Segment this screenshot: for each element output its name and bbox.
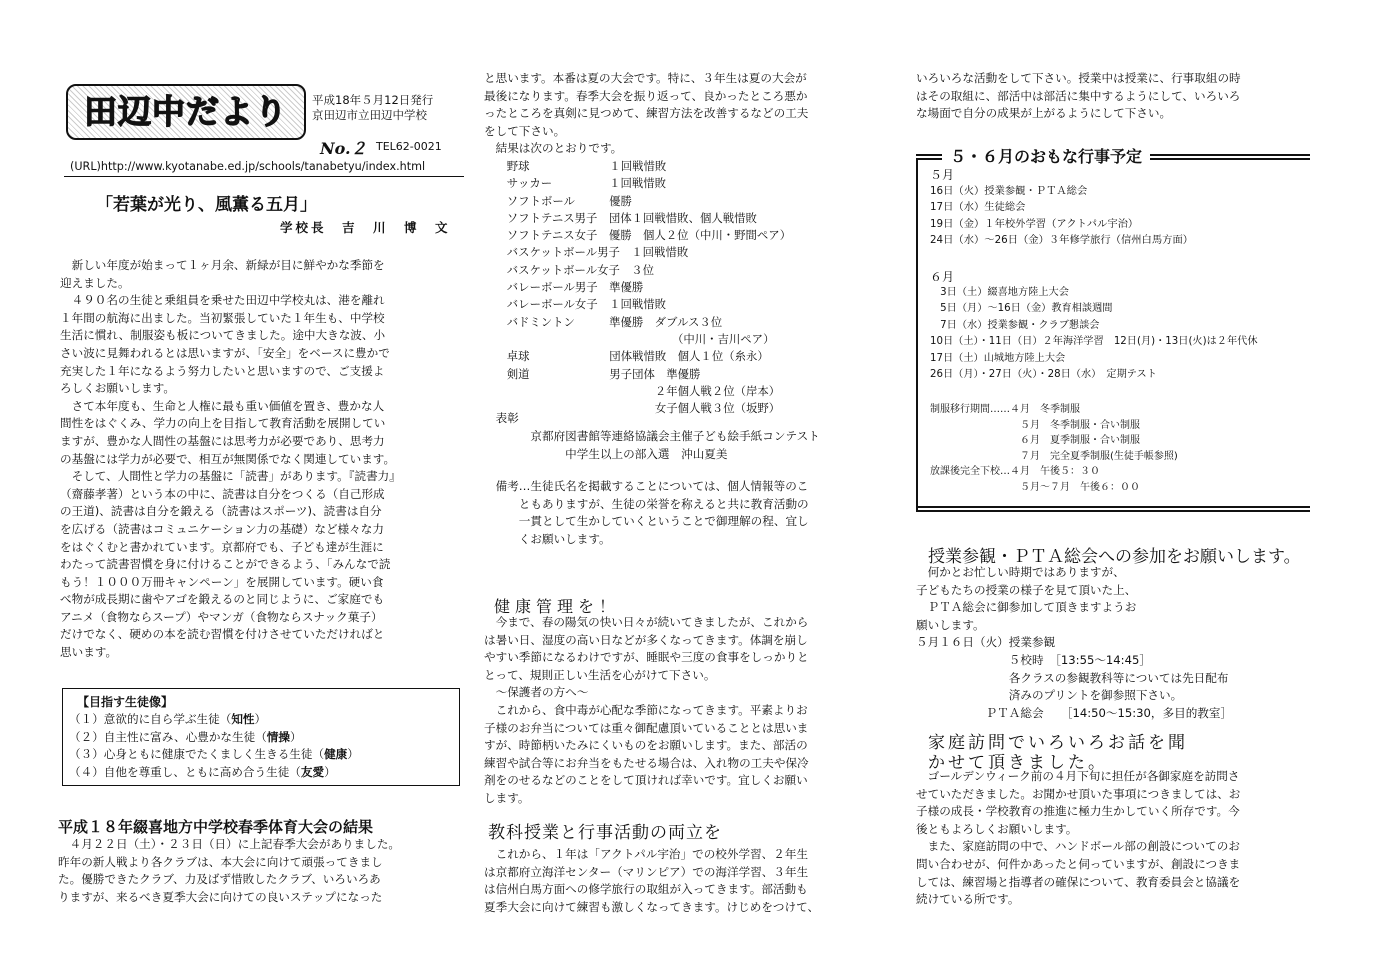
masthead-divider xyxy=(64,176,464,177)
goal-item: （２）自主性に富み、心豊かな生徒（情操） xyxy=(69,729,302,744)
award-detail: 京都府図書館等連絡協議会主催子ども絵手紙コンテスト 中学生以上の部入選 沖山夏美 xyxy=(530,429,820,461)
school-name: 京田辺市立田辺中学校 xyxy=(312,108,427,122)
telephone: TEL62-0021 xyxy=(376,140,442,153)
visit-title: 家庭訪問でいろいろお話を聞 かせて頂きました。 xyxy=(928,733,1188,773)
schedule-panel xyxy=(916,144,1310,512)
issue-info xyxy=(312,93,433,123)
sports-continued: と思います。本番は夏の大会です。特に、３年生は夏の大会が 最後になります。春季大会を振り返って、良かったところ悪か ったところを真剣に見つめて、練習方法を改善するなどの工夫 をして下さい。 結果は次のとおりです。 xyxy=(484,71,809,156)
health-body: 今まで、春の陽気の快い日々が続いてきましたが、これから は暑い日、湿度の高い日などが多くなってきます。体調を崩し やすい季節になるわけですが、睡眠や三度の食事をしっかりと とって、規則正しい生活を心がけて下さい。 ～保護者の方へ～ これから、食中毒が心配な季節になってきます。平素よりお 子様のお弁当については重々御配慮頂いていることとは思いま すが、時節柄いたみにくいものをお願いします。また、部活の 練習や試合等にお弁当をもたせる場合は、入れ物の工夫や保冷 剤をのせるなどのことをして頂ければ幸いです。宜しくお願い します。 xyxy=(484,615,809,805)
goal-item: （３）心身ともに健康でたくましく生きる生徒（健康） xyxy=(69,747,359,761)
sports-intro: ４月２２日（土）・２３日（日）に上記春季大会がありました。 昨年の新人戦より各クラブは、本大会に向けて頑張ってきまし た。優勝できたクラブ、力及ばず惜敗したクラブ、いろいろあ りますが、来るべき夏季大会に向けての良いステップになった xyxy=(58,837,401,904)
study-continued: いろいろな活動をして下さい。授業中は授業に、行事取組の時 はその取組に、部活中は部活に集中するようにして、いろいろ な場面で自分の成果が上がるようにして下さい。 xyxy=(916,71,1241,121)
pta-title: 授業参観・ＰＴＡ総会への参加をお願いします。 xyxy=(928,547,1301,567)
goals-list xyxy=(69,711,359,781)
june-events: 3日（土）綴喜地方陸上大会 5日（月）～16日（金）教育相談週間 7日（水）授業参観・クラブ懇談会 10日（土）・11日（日）２年海洋学習 12日(月)・13日(火)は２年代休 17日（土）山城地方陸上大会 26日（月）・27日（火）・28日（水） 定期テスト xyxy=(930,287,1258,381)
school-url[interactable]: (URL)http://www.kyotanabe.ed.jp/schools/tanabetyu/index.html xyxy=(70,160,426,173)
sports-title: 平成１８年綴喜地方中学校春季体育大会の結果 xyxy=(58,818,374,836)
principal-author: 学校長 吉 川 博 文 xyxy=(280,220,451,235)
privacy-note: 備考…生徒氏名を掲載することについては、個人情報等のこ ともありますが、生徒の栄誉を称えると共に教育活動の 一貫として生かしていくということで御理解の程、宜し くお願いします。 xyxy=(495,479,809,546)
study-title: 教科授業と行事活動の両立を xyxy=(488,823,722,843)
principal-title: 「若葉が光り、風薫る五月」 xyxy=(96,195,317,215)
pta-body: 何かとお忙しい時期ではありますが、 子どもたちの授業の様子を見て頂いた上、 ＰＴＡ総会に御参加して頂きますようお 願いします。 ５月１６日（火）授業参観 ５校時 ［13:55～14:45］ 各クラスの参観教科等については先日配布 済みのプリントを御参照下さい。 ＰＴＡ総会 ［14:50～15:30，多目的教室］ xyxy=(916,565,1233,720)
schedule-title: ５・６月のおもな行事予定 xyxy=(942,144,1150,167)
goal-item: （４）自他を尊重し、ともに高め合う生徒（友愛） xyxy=(69,764,336,779)
visit-body: ゴールデンウィーク前の４月下旬に担任が各御家庭を訪問さ せていただきました。お聞かせ頂いた事項につきましては、お 子様の成長・学校教育の推進に極力生かしていく所存です。今 後ともよろしくお願いします。 また、家庭訪問の中で、ハンドボール部の創設についてのお 問い合わせが、何件かあったと伺っていますが、創設につきま しては、練習場と指導者の確保について、教育委員会と協議を 続けている所です。 xyxy=(916,769,1241,907)
masthead xyxy=(64,80,456,174)
uniform-schedule: 制服移行期間……４月 冬季制服 ５月 冬季制服・合い制服 ６月 夏季制服・合い制服 ７月 完全夏季制服(生徒手帳参照) 放課後完全下校…４月 午後５：３０ ５月～７月 午後６：００ xyxy=(930,404,1178,493)
principal-message: 新しい年度が始まって１ヶ月余、新緑が目に鮮やかな季節を 迎えました。 ４９０名の生徒と乗組員を乗せた田辺中学校丸は、港を離れ １年間の航海に出ました。当初緊張していた１年生も、中学校 生活に慣れ、制服姿も板についてきました。途中大きな波、小 さい波に見舞われるとは思いますが、「安全」をベースに豊かで 充実した１年になるよう努力したいと思いますので、ご支援よ ろしくお願いします。 さて本年度も、生命と人権に最も重い価値を置き、豊かな人 間性をはぐくみ、学力の向上を目指して教育活動を展開してい ますが、豊かな人間性の基盤には思考力が必要であり、思考力 の基盤には学力が必要で、相互が無関係でなく関連しています。 そして、人間性と学力の基盤に「読書」があります。『読書力』 （齋藤孝著）という本の中に、読書は自分をつくる（自己形成 の王道)、読書は自分を鍛える（読書はスポーツ)、読書は自分 を広げる（読書はコミュニケーション力の基礎）など様々な力 をはぐくむと書かれています。京都府でも、子ども達が生涯に わたって読書習慣を身に付けることができるよう、「みんなで読 もう！１０００万冊キャンペーン」を展開しています。硬い食 べ物が成長期に歯やアゴを鍛えるのと同じように、ご家庭でも アニメ（食物ならスープ）やマンガ（食物ならスナック菓子） だけでなく、硬めの本を読む習慣を付けさせていただければと 思います。 xyxy=(60,258,401,660)
may-events: 16日（火）授業参観・ＰＴＡ総会 17日（水）生徒総会 19日（金）１年校外学習（アクトパル宇治） 24日（水）～26日（金）３年修学旅行（信州白馬方面） xyxy=(930,185,1194,247)
issue-date: 平成18年５月12日発行 xyxy=(312,93,434,107)
may-label: ５月 xyxy=(930,168,955,182)
schedule-left-border xyxy=(916,158,918,512)
issue-number: No.２ xyxy=(320,139,367,158)
health-title: 健康管理を！ xyxy=(494,597,621,616)
award-label: 表彰 xyxy=(484,411,519,425)
goals-title: 【目指す生徒像】 xyxy=(77,695,174,709)
june-label: ６月 xyxy=(930,270,955,284)
goal-item: （１）意欲的に自ら学ぶ生徒（知性） xyxy=(69,712,267,726)
study-body: これから、１年は「アクトパル宇治」での校外学習、２年生 は京都府立海洋センター（マリンピア）での海洋学習、３年生 は信州白馬方面への修学旅行の取組が入ってきます。部活動も 夏季大会に向けて練習も激しくなってきます。けじめをつけて、 xyxy=(484,847,820,914)
newsletter-logo: 田辺中だより xyxy=(66,84,306,140)
schedule-bottom-rule xyxy=(916,506,1310,512)
sports-results: 野球 １回戦惜敗 サッカー １回戦惜敗 ソフトボール 優勝 ソフトテニス男子 団体１回戦惜敗、個人戦惜敗 ソフトテニス女子 優勝 個人２位（中川・野間ペア） バスケットボール男子 １回戦惜敗 バスケットボール女子 ３位 バレーボール男子 準優勝 バレーボール女子 １回戦惜敗 バドミントン 準優勝 ダブルス３位 （中川・吉川ペア） 卓球 団体戦惜敗 個人１位（糸永） 剣道 男子団体 準優勝 ２年個人戦２位（岸本） 女子個人戦３位（坂野） xyxy=(506,159,792,416)
goals-box xyxy=(62,688,460,786)
